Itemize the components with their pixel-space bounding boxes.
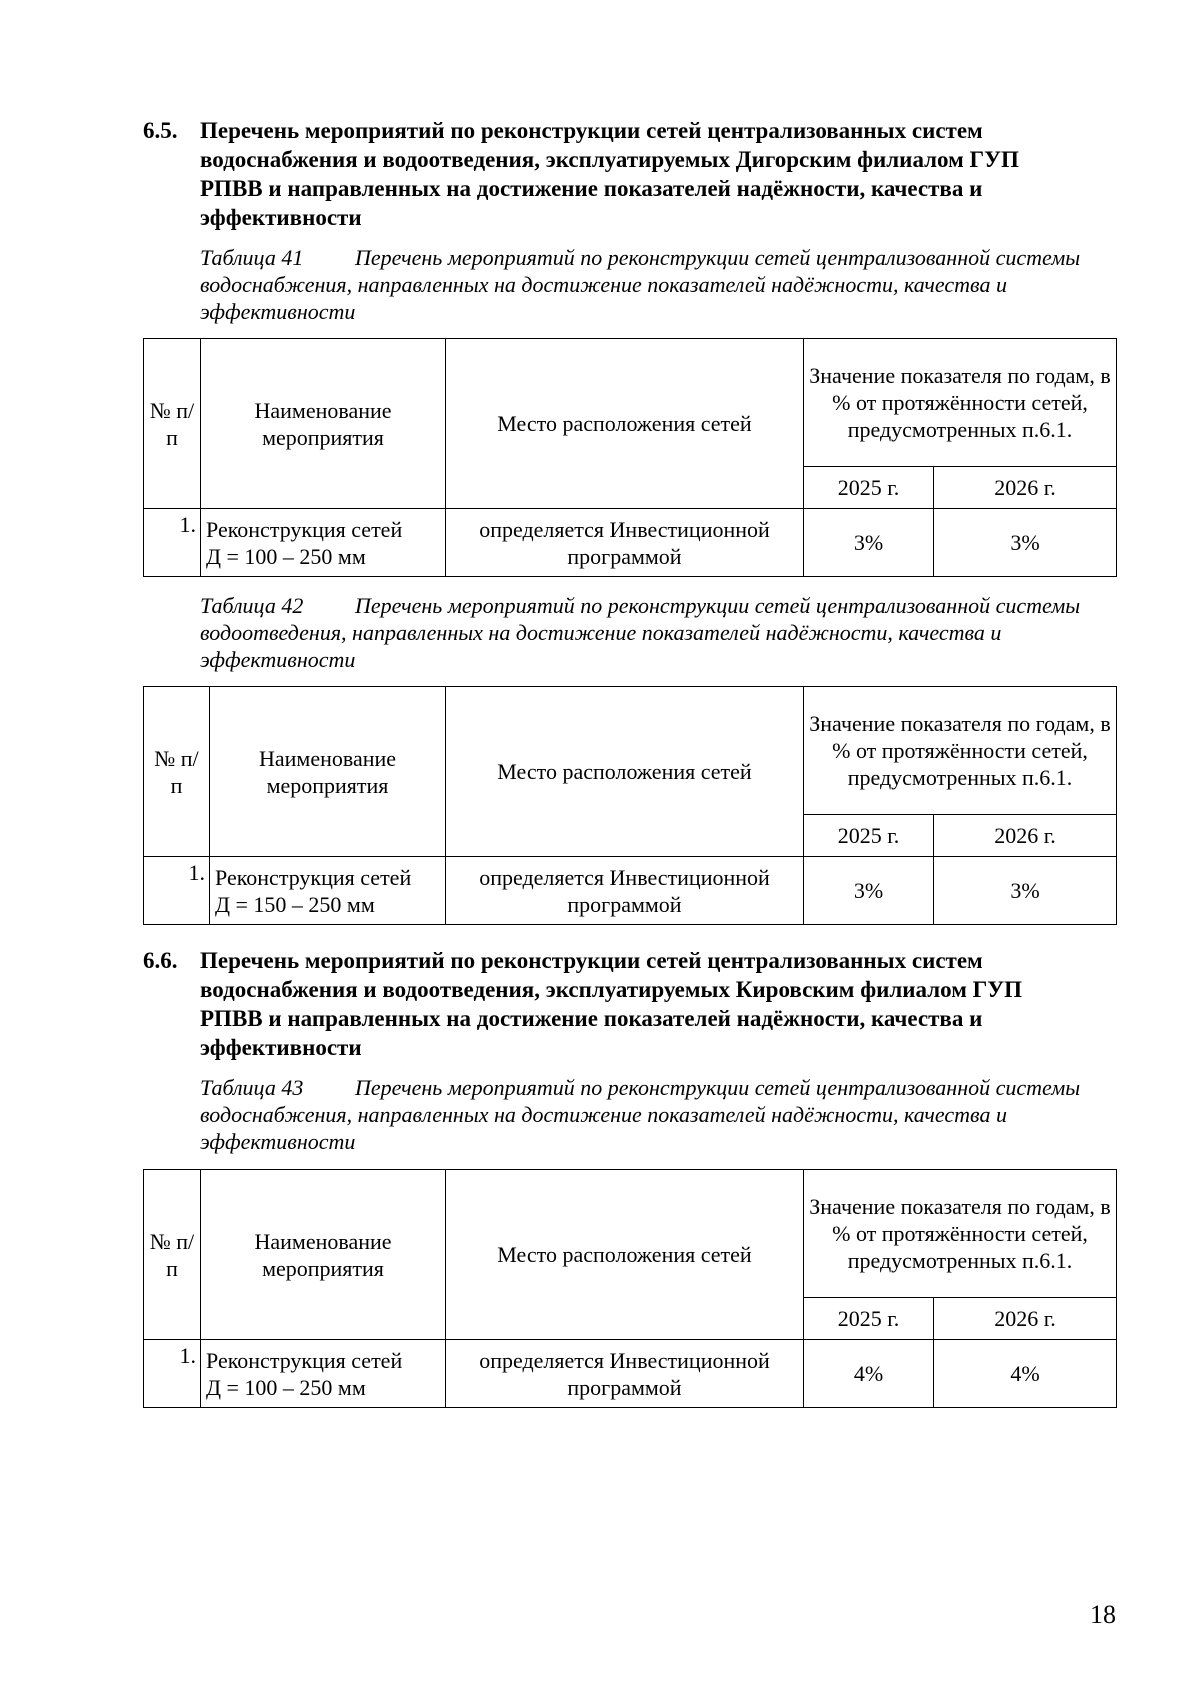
header-year-2: 2026 г. [934,815,1117,857]
header-location: Место расположения сетей [446,687,804,857]
table-43 [143,1169,1117,1408]
table-42 [143,686,1117,925]
table-row [144,1340,1117,1408]
table-row [144,509,1117,577]
row-num: 1. [144,509,201,577]
section-title: Перечень мероприятий по реконструкции сетей централизованных систем водоснабжения и водоотведения, эксплуатируемых Кировским филиалом ГУП РПВВ и направленных на достижение показателей надёжности, качества и эффективности [200,948,1023,1060]
row-name [201,509,446,577]
header-year-1: 2025 г. [804,815,934,857]
header-value: Значение показателя по годам, в % от протяжённости сетей, предусмотренных п.6.1. [804,339,1117,467]
table-caption-text: Перечень мероприятий по реконструкции сетей централизованной системы водоснабжения, направленных на достижение показателей надёжности, качества и эффективности [200,1075,1081,1154]
row-name-line2: Д = 150 – 250 мм [215,891,375,917]
row-value-1: 3% [804,857,934,925]
table-row [144,857,1117,925]
table-label: Таблица 43 [200,1075,304,1100]
row-location: определяется Инвестиционной программой [446,1340,804,1408]
row-value-2: 4% [934,1340,1117,1408]
section-title: Перечень мероприятий по реконструкции сетей централизованных систем водоснабжения и водоотведения, эксплуатируемых Дигорским филиалом ГУП РПВВ и направленных на достижение показателей надёжности, качества и эффективности [200,118,1019,230]
header-year-1: 2025 г. [804,467,934,509]
header-location: Место расположения сетей [446,1170,804,1340]
header-num: № п/п [144,339,201,509]
row-value-1: 4% [804,1340,934,1408]
table-41 [143,338,1117,577]
table-caption-text: Перечень мероприятий по реконструкции сетей централизованной системы водоснабжения, направленных на достижение показателей надёжности, качества и эффективности [200,245,1081,324]
header-name: Наименование мероприятия [210,687,446,857]
row-name [201,1340,446,1408]
table-label: Таблица 41 [200,245,304,270]
row-location: определяется Инвестиционной программой [446,857,804,925]
row-name-line2: Д = 100 – 250 мм [206,1374,366,1400]
table-caption-text: Перечень мероприятий по реконструкции сетей централизованной системы водоотведения, направленных на достижение показателей надёжности, качества и эффективности [200,593,1081,672]
section-heading-6-5 [143,116,1073,232]
row-name-line1: Реконструкция сетей [215,864,412,890]
row-num: 1. [144,857,210,925]
header-year-2: 2026 г. [934,467,1117,509]
section-heading-6-6 [143,946,1073,1062]
row-name-line1: Реконструкция сетей [206,516,403,542]
table-caption-41 [200,244,1100,325]
header-value: Значение показателя по годам, в % от протяжённости сетей, предусмотренных п.6.1. [804,1170,1117,1298]
section-number: 6.5. [143,118,178,143]
table-label: Таблица 42 [200,593,304,618]
header-name: Наименование мероприятия [201,1170,446,1340]
header-num: № п/п [144,687,210,857]
table-caption-43 [200,1074,1100,1155]
row-location: определяется Инвестиционной программой [446,509,804,577]
row-name-line2: Д = 100 – 250 мм [206,543,366,569]
header-year-1: 2025 г. [804,1298,934,1340]
header-value: Значение показателя по годам, в % от протяжённости сетей, предусмотренных п.6.1. [804,687,1117,815]
header-year-2: 2026 г. [934,1298,1117,1340]
section-number: 6.6. [143,948,178,973]
header-location: Место расположения сетей [446,339,804,509]
row-value-1: 3% [804,509,934,577]
row-value-2: 3% [934,509,1117,577]
page-number: 18 [1090,1600,1116,1629]
header-name: Наименование мероприятия [201,339,446,509]
row-name [210,857,446,925]
row-num: 1. [144,1340,201,1408]
row-name-line1: Реконструкция сетей [206,1347,403,1373]
header-num: № п/п [144,1170,201,1340]
table-caption-42 [200,592,1100,673]
row-value-2: 3% [934,857,1117,925]
